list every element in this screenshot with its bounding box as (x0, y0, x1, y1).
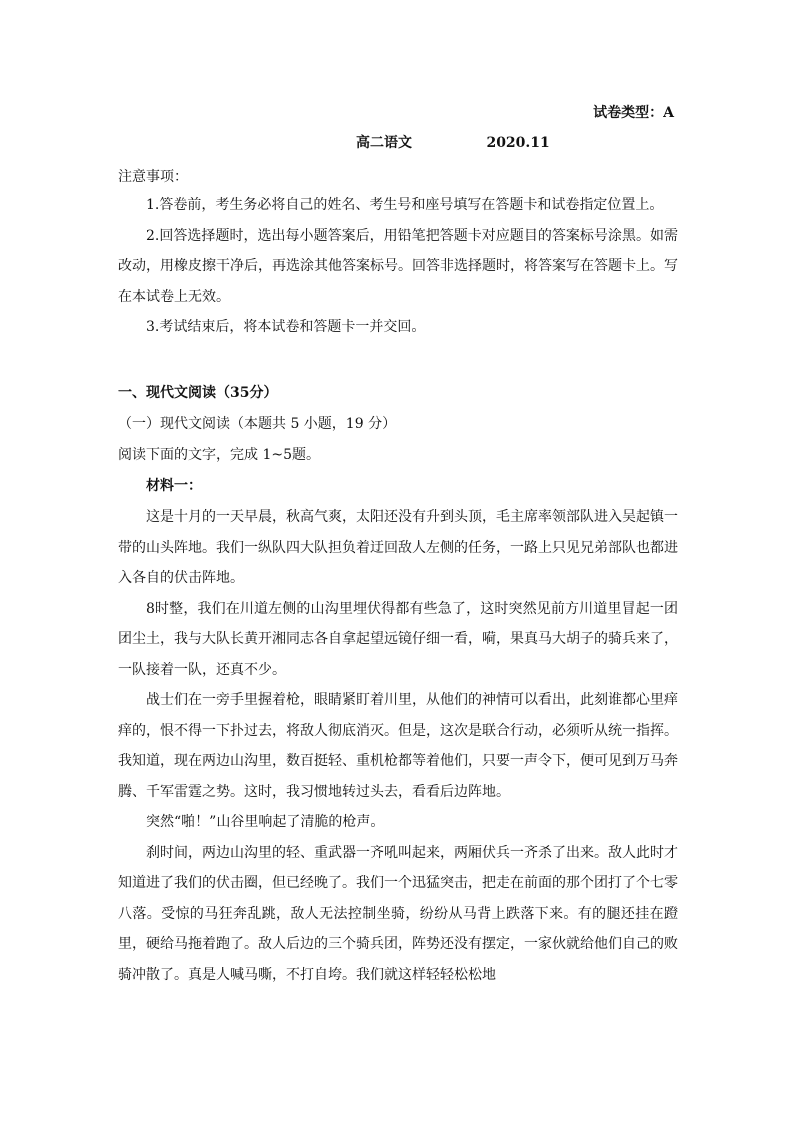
section-heading: 一、现代文阅读（35分） (118, 385, 278, 401)
passage-paragraph: 这是十月的一天早晨，秋高气爽，太阳还没有升到头顶，毛主席率领部队进入吴起镇一带的山头阵地。我们一纵队四大队担负着迂回敌人左侧的任务，一路上只见兄弟部队也都进入各自的伏击阵地。 (118, 509, 678, 586)
exam-date: 2020.11 (486, 135, 550, 151)
passage-paragraph: 刹时间，两边山沟里的轻、重武器一齐吼叫起来，两厢伏兵一齐杀了出来。敌人此时才知道进了我们的伏击圈，但已经晚了。我们一个迅猛突击，把走在前面的那个团打了个七零八落。受惊的马狂奔乱跳，敌人无法控制坐骑，纷纷从马背上跌落下来。有的腿还挂在蹬里，硬给马拖着跑了。敌人后边的三个骑兵团，阵势还没有摆定，一家伙就给他们自己的败骑冲散了。真是人喊马嘶，不打自垮。我们就这样轻轻松松地 (118, 844, 678, 983)
exam-title-row (356, 134, 550, 152)
notice-item: 3.考试结束后，将本试卷和答题卡一并交回。 (146, 319, 426, 335)
exam-subject: 高二语文 (356, 135, 412, 151)
notice-section (118, 190, 678, 343)
notice-item: 1.答卷前，考生务必将自己的姓名、考生号和座号填写在答题卡和试卷指定位置上。 (146, 197, 664, 213)
passage-paragraph: 战士们在一旁手里握着枪，眼睛紧盯着川里，从他们的神情可以看出，此刻谁都心里痒痒的，恨不得一下扑过去，将敌人彻底消灭。但是，这次是联合行动，必须听从统一指挥。我知道，现在两边山沟里，数百挺轻、重机枪都等着他们，只要一声令下，便可见到万马奔腾、千军雷霆之势。这时，我习惯地转过头去，看看后边阵地。 (118, 692, 678, 800)
material-label: 材料一： (146, 478, 202, 494)
notice-heading: 注意事项： (118, 169, 188, 185)
reading-passage (118, 502, 678, 990)
passage-paragraph: 8时整，我们在川道左侧的山沟里埋伏得都有些急了，这时突然见前方川道里冒起一团团尘土，我与大队长黄开湘同志各自拿起望远镜仔细一看，嗬，果真马大胡子的骑兵来了，一队接着一队，还真不少。 (118, 600, 678, 678)
sub-section-heading: （一）现代文阅读（本题共 5 小题，19 分） (118, 416, 397, 432)
notice-item: 2.回答选择题时，选出每小题答案后，用铅笔把答题卡对应题目的答案标号涂黑。如需改动，用橡皮擦干净后，再选涂其他答案标号。回答非选择题时，将答案写在答题卡上。写在本试卷上无效。 (118, 227, 678, 305)
reading-instruction: 阅读下面的文字，完成 1~5题。 (118, 447, 320, 463)
exam-type-label: 试卷类型：A (593, 105, 674, 121)
passage-paragraph: 突然“啪！”山谷里响起了清脆的枪声。 (146, 814, 385, 830)
